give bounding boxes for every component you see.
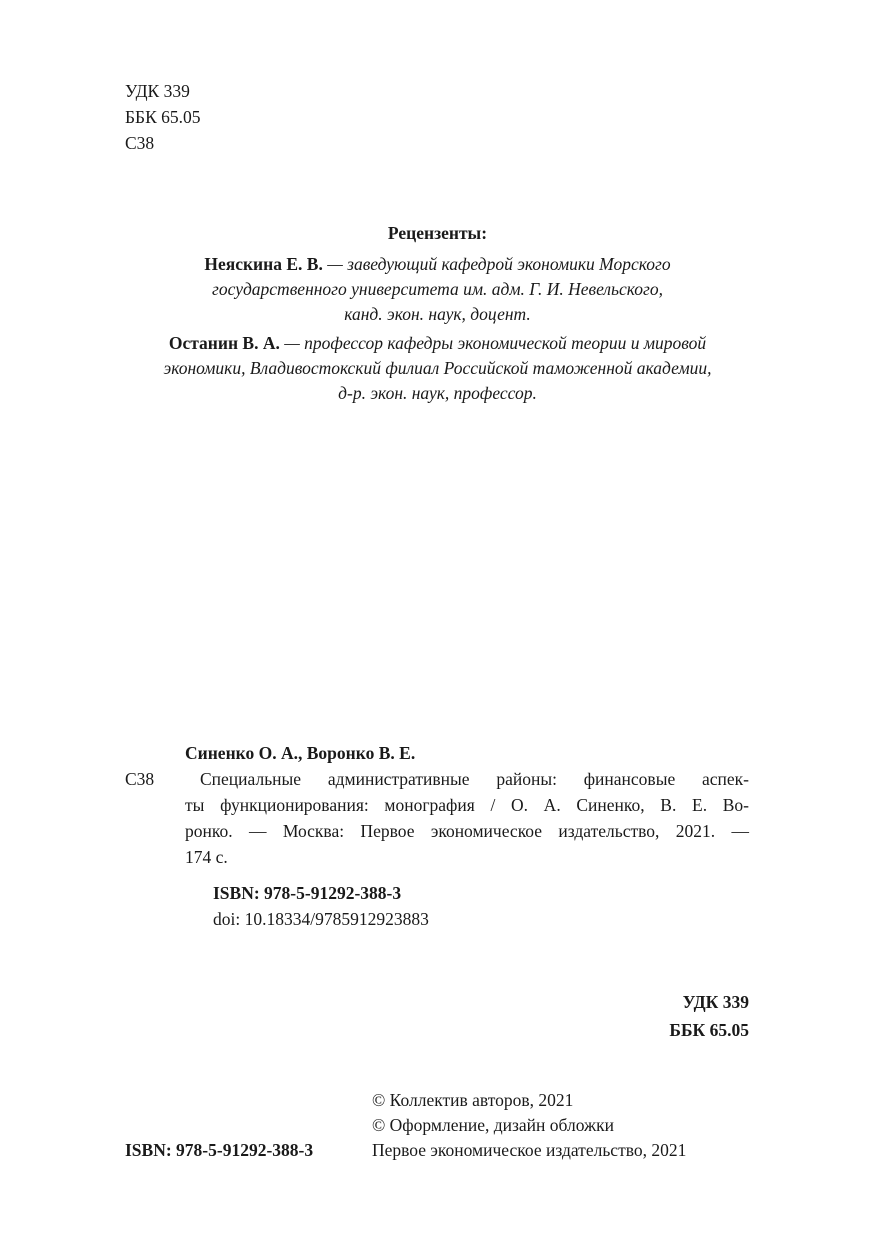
copyright-block [372,1088,686,1163]
reviewer-1-position: — заведующий кафедрой экономики Морского [322,254,671,274]
bib-line-3: ронко. — Москва: Первое экономическое издательство, 2021. — [185,821,749,841]
reviewer-2-line-2: экономики, Владивостокский филиал Российской таможенной академии, [163,358,712,378]
right-bbk-code: ББК 65.05 [669,1020,749,1040]
reviewer-1-name: Неяскина Е. В. [204,254,323,274]
copyright-publisher: Первое экономическое издательство, 2021 [372,1140,687,1160]
udk-code: УДК 339 [125,81,190,101]
reviewer-2-line-3: д-р. экон. наук, профессор. [338,383,537,403]
bib-authors: Синенко О. А., Воронко В. Е. [185,743,416,763]
bib-line-2: ты функционирования: монография / О. А. Синенко, В. Е. Во- [185,795,749,815]
bib-line-1: Специальные административные районы: финансовые аспек- [200,769,749,789]
reviewer-2-name: Останин В. А. [168,333,280,353]
reviewer-1-line-2: государственного университета им. адм. Г. И. Невельского, [212,279,663,299]
copyright-design: © Оформление, дизайн обложки [372,1115,614,1135]
bib-isbn: ISBN: 978-5-91292-388-3 [213,883,402,903]
author-mark: С38 [125,133,155,153]
reviewer-2-position: — профессор кафедры экономической теории и мировой [279,333,707,353]
bottom-isbn: ISBN: 978-5-91292-388-3 [125,1140,314,1160]
bib-author-mark: С38 [125,769,155,789]
reviewer-2-line-1 [0,331,875,356]
bib-doi: doi: 10.18334/9785912923883 [213,909,429,929]
reviewer-1-line-3: канд. экон. наук, доцент. [344,304,531,324]
reviewer-1-line-1 [0,252,875,277]
top-classification-codes [125,78,201,156]
bib-line-4: 174 с. [185,847,228,867]
copyright-authors: © Коллектив авторов, 2021 [372,1090,574,1110]
reviewers-heading: Рецензенты: [387,223,488,243]
bbk-code: ББК 65.05 [125,107,201,127]
right-udk-code: УДК 339 [682,992,749,1012]
right-classification-codes [669,988,749,1044]
